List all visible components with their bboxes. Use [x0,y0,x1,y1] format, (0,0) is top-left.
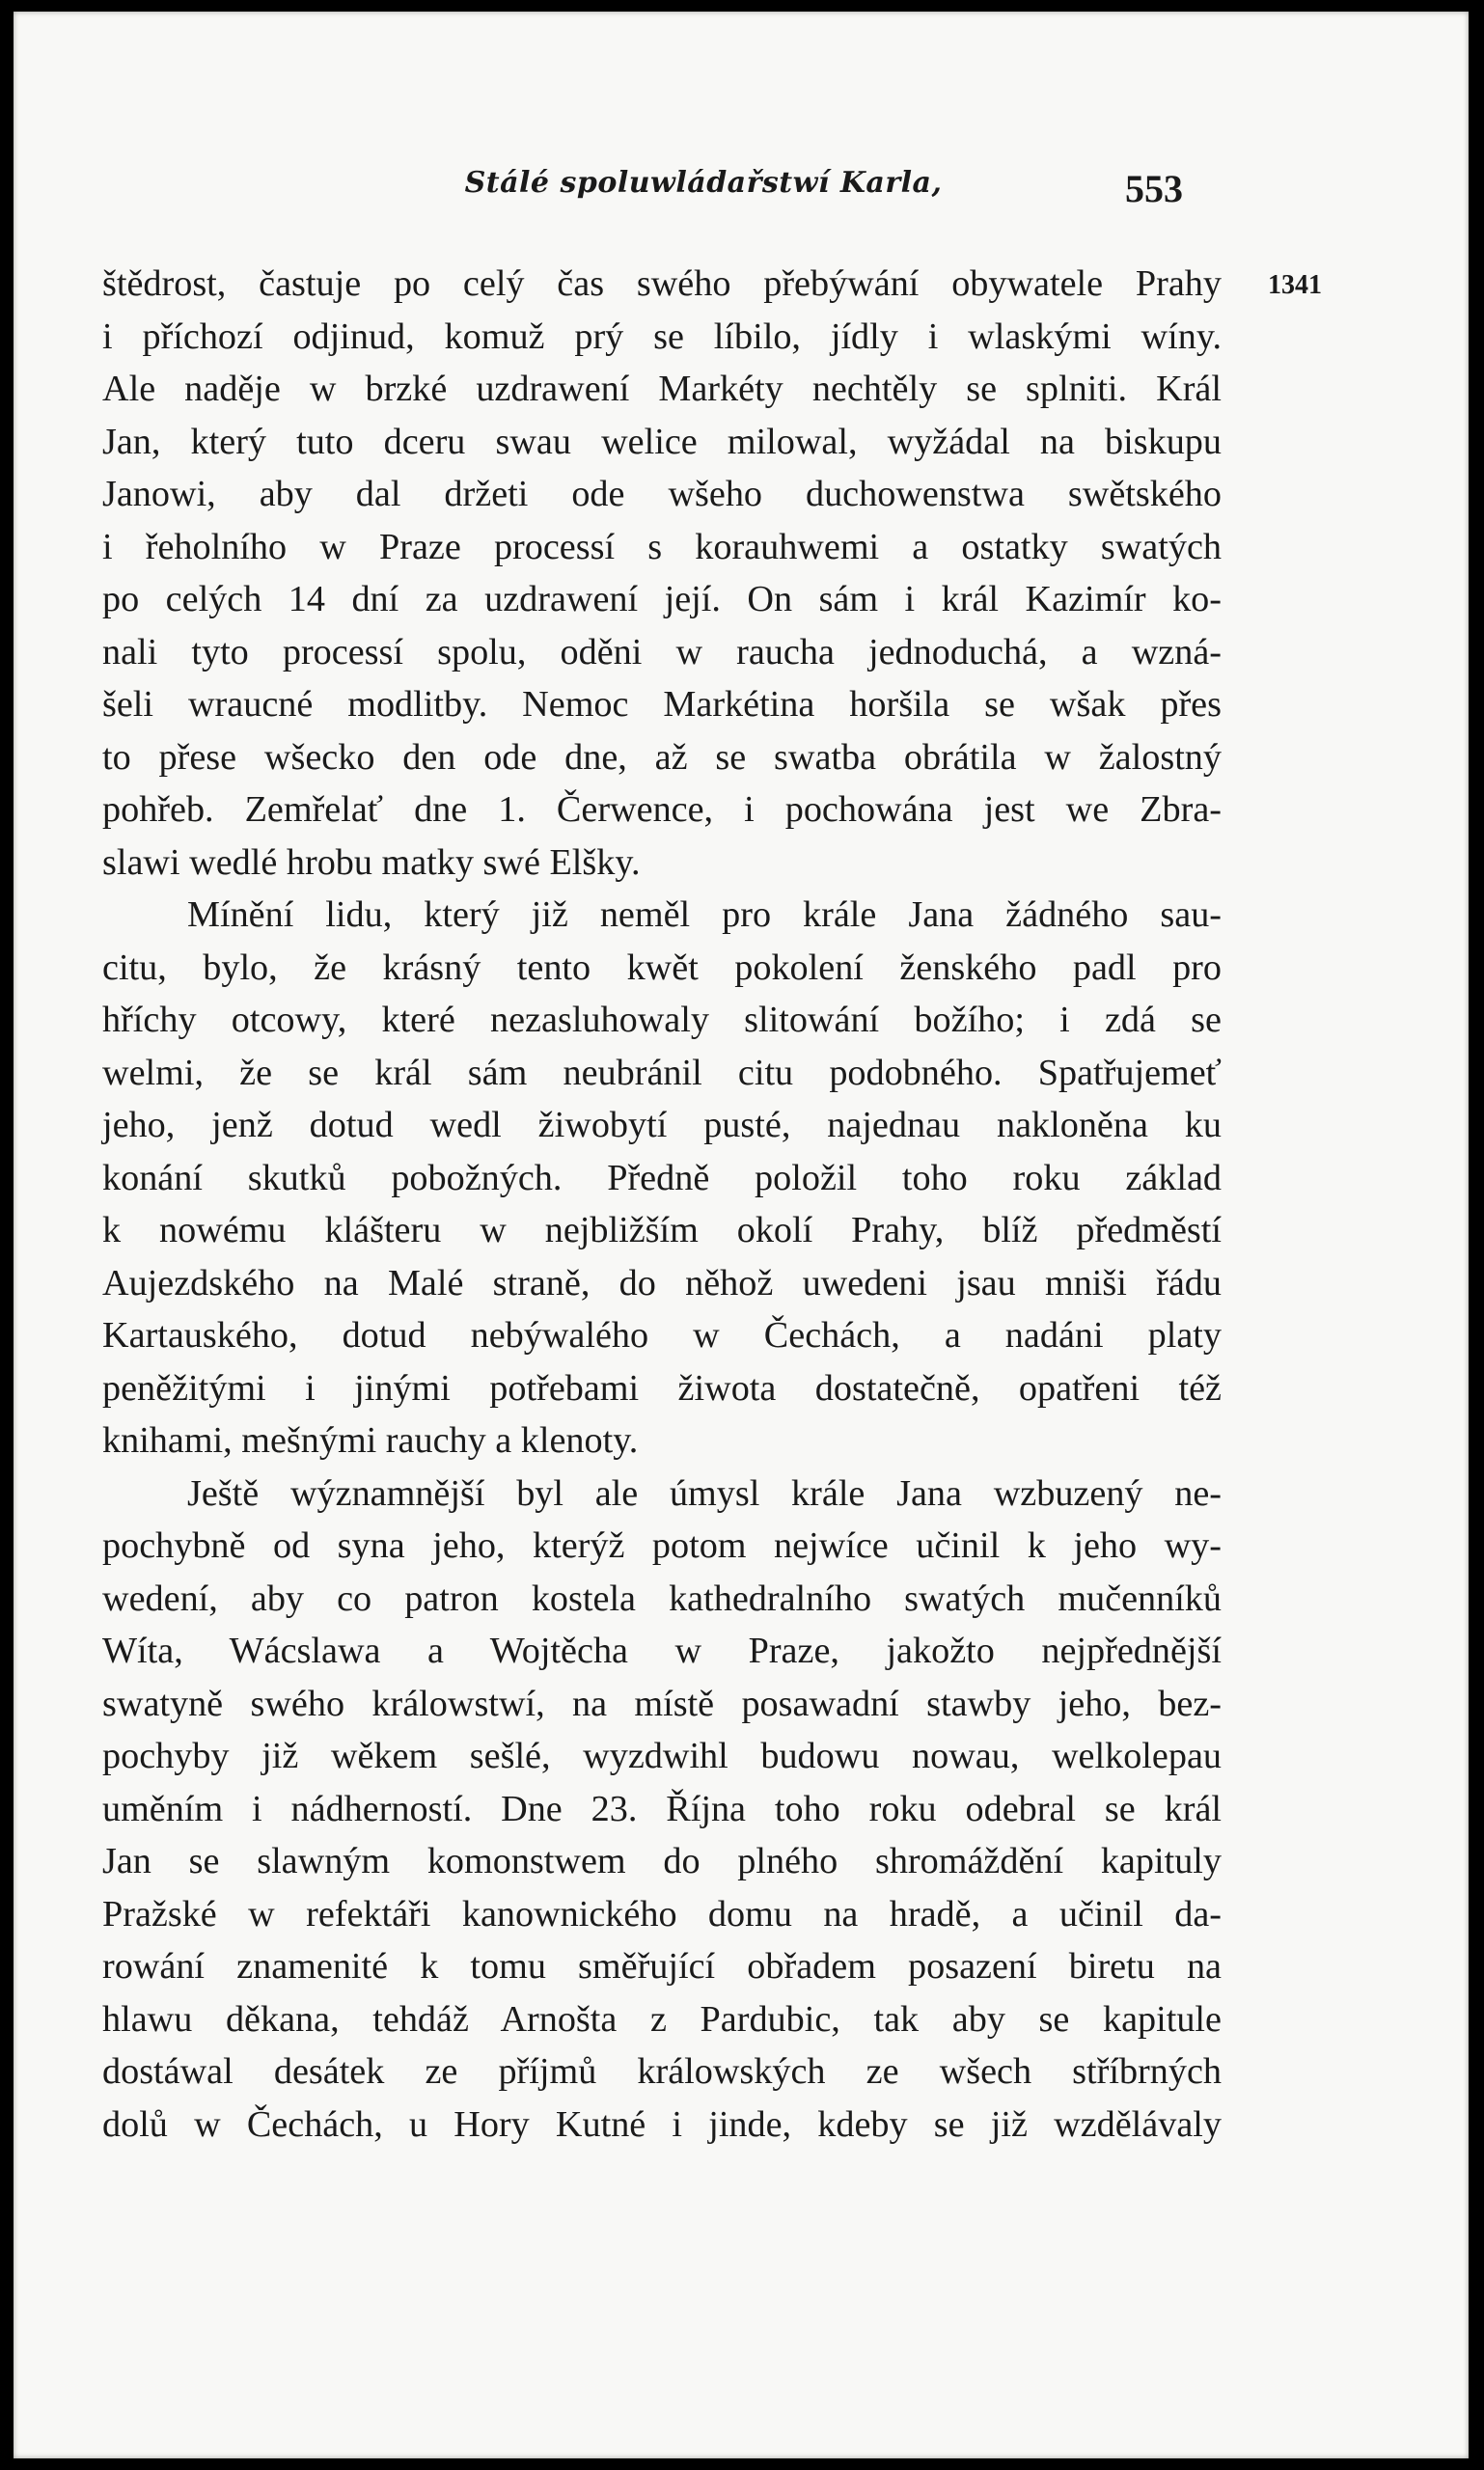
text-line: Kartauského, dotud nebýwalého w Čechách, a nadáni platy [102,1315,1222,1356]
text-line: Wíta, Wácslawa a Wojtěcha w Praze, jakožto nejpřednější [102,1631,1222,1671]
body-text [102,258,1222,2151]
text-line: rowání znamenité k tomu směřující obřadem posazení biretu na [102,1946,1222,1987]
text-line: konání skutků pobožných. Předně položil toho roku základ [102,1157,1222,1198]
paragraph-first-line: Mínění lidu, který již neměl pro krále Jana žádného sau- [187,894,1222,935]
text-line: pochybně od syna jeho, kterýž potom nejwíce učinil k jeho wy- [102,1525,1222,1566]
text-line: Pražské w refektáři kanownického domu na hradě, a učinil da- [102,1893,1222,1935]
text-line: nali tyto processí spolu, oděni w raucha jednoduchá, a wzná- [102,631,1222,672]
text-line: k nowému klášteru w nejbližším okolí Prahy, blíž předměstí [102,1210,1222,1250]
text-line: Ale naděje w brzké uzdrawení Markéty nechtěly se splniti. Král [102,369,1222,409]
text-line: citu, bylo, že krásný tento kwět pokolení ženského padl pro [102,947,1222,988]
running-title: Stálé spoluwládařstwí Karla, [464,166,943,200]
text-line: swatyně swého králowstwí, na místě posawadní stawby jeho, bez- [102,1683,1222,1724]
text-line: wedení, aby co patron kostela kathedralního swatých mučenníků [102,1578,1222,1619]
paragraph-first-line: Ještě wýznamnější byl ale úmysl krále Jana wzbuzený ne- [187,1472,1222,1514]
text-line: to přese wšecko den ode dne, až se swatba obrátila w žalostný [102,736,1222,778]
text-line: Janowi, aby dal držeti ode wšeho duchowenstwa swětského [102,474,1222,514]
text-line: Jan, který tuto dceru swau welice milowal, wyžádal na biskupu [102,421,1222,462]
text-line: welmi, že se král sám neubránil citu podobného. Spatřujemeť [102,1052,1222,1093]
text-line: Jan se slawným komonstwem do plného shromáždění kapituly [102,1841,1222,1881]
text-line: šeli wraucné modlitby. Nemoc Markétina horšila se wšak přes [102,684,1222,725]
text-line: slawi wedlé hrobu matky swé Elšky. [102,841,641,883]
text-line: jeho, jenž dotud wedl žiwobytí pusté, najednau nakloněna ku [102,1105,1222,1145]
margin-note-year: 1341 [1268,270,1322,300]
text-line: pochyby již wěkem sešlé, wyzdwihl budowu nowau, welkolepau [102,1736,1222,1776]
text-line: peněžitými i jinými potřebami žiwota dostatečně, opatřeni též [102,1367,1222,1409]
text-line: po celých 14 dní za uzdrawení její. On sám i král Kazimír ko- [102,579,1222,619]
text-line: štědrost, častuje po celý čas swého přebýwání obywatele Prahy [102,263,1222,304]
text-line: i příchozí odjinud, komuž prý se líbilo, jídly i wlaskými wíny. [102,316,1222,357]
text-line: i řeholního w Praze processí s korauhwemi a ostatky swatých [102,526,1222,567]
text-line: Aujezdského na Malé straně, do něhož uwedeni jsau mniši řádu [102,1262,1222,1304]
text-line: hlawu děkana, tehdáž Arnošta z Pardubic, tak aby se kapitule [102,1998,1222,2040]
text-line: hříchy otcowy, které nezasluhowaly slitowání božího; i zdá se [102,1000,1222,1040]
text-line: uměním i nádherností. Dne 23. Října toho roku odebral se král [102,1788,1222,1829]
text-line: pohřeb. Zemřelať dne 1. Čerwence, i pochowána jest we Zbra- [102,789,1222,830]
text-line: knihami, mešnými rauchy a klenoty. [102,1420,639,1461]
page-number: 553 [1125,167,1183,210]
book-page [14,12,1469,2458]
text-line: dostáwal desátek ze příjmů králowských ze wšech stříbrných [102,2051,1222,2092]
text-line: dolů w Čechách, u Hory Kutné i jinde, kdeby se již wzdělávaly [102,2103,1222,2145]
